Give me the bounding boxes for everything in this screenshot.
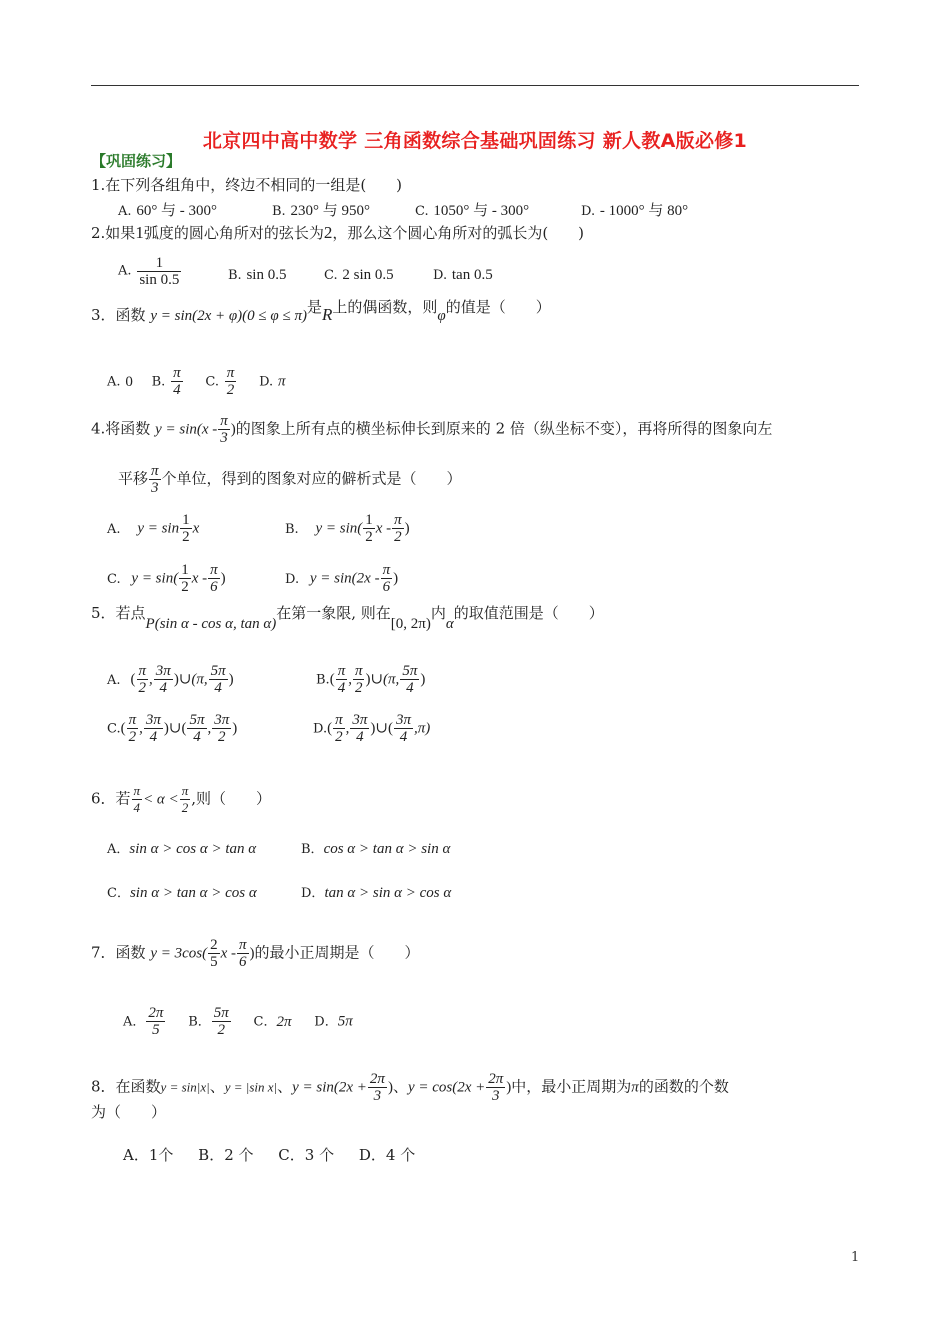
q2-option-c-wrap [324,264,394,286]
q8-option-b: B．2 个 [198,1146,254,1164]
q8-f3-frac [368,1071,387,1104]
q4-a-den: 2 [182,529,190,545]
q7-option-d: 5π [337,1013,353,1030]
q6-stem-a: 6．若 [91,789,131,808]
q7-den2: 6 [239,954,247,970]
q4-option-a-wrap [107,512,199,545]
document-title: 北京四中高中数学 三角函数综合基础巩固练习 新人教A版必修1 [202,130,748,152]
q6-mid: < α < [143,791,179,808]
q3-option-d: π [277,373,286,390]
q3-option-c [225,365,237,398]
q5-option-b-label: B. [316,672,330,688]
q4-stem-den: 3 [220,430,228,446]
q6-option-b-label: B． [301,842,324,857]
q5-d-f3-num: 3π [395,712,411,728]
q8-pi: π [631,1079,639,1096]
q7-option-a-label: A． [123,1014,146,1030]
q2-stem-c: ，那么这个圆心角所对的弧长为( ) [332,224,585,242]
q4-d-den: 6 [382,579,391,595]
q5-option-a-label: A. [107,672,121,688]
q5-stem-a: 5．若点 [91,604,146,622]
q2-stem-num2: 2 [323,223,333,242]
q4-b-mid: x - [375,520,392,537]
q8-sep3: 、 [392,1077,408,1096]
q3-option-d-label: D. [259,374,274,390]
q6-option-b-wrap [301,838,450,860]
q6-frac1 [132,783,143,816]
q5-b-f3 [400,663,419,696]
q5-stem [91,603,604,632]
q5-d-f1 [333,712,345,745]
q6-stem-b: ,则（ ） [191,789,271,808]
q6-num1: π [133,783,141,798]
q7-b-den: 2 [217,1022,225,1038]
q2-option-c-label: C. [324,268,338,283]
q2-stem [91,223,584,243]
q8-f4-pre: y = cos(2x + [407,1079,486,1096]
q5-option-b [316,663,425,696]
q5-a-f1-num: π [138,663,147,679]
q7-options [123,1005,353,1038]
q7-frac2 [237,937,249,970]
q3-options [107,365,285,398]
q5-a-pi-comma: (π, [191,671,208,688]
q6-stem [91,783,271,816]
q1-option-a: 60° 与 - 300° [136,203,218,219]
q6-option-c-wrap [107,882,257,904]
q5-c-close2: ) [232,720,238,737]
q5-option-c-label: C. [107,721,121,737]
q5-stem-d: 的取值范围是（ ） [453,604,604,622]
q3-option-b [171,365,183,398]
q4-stem2-a: 平移 [118,469,149,488]
q2-option-a [137,255,181,288]
q8-option-a: A．1个 [123,1146,174,1164]
q4-b-frac2 [392,512,404,545]
q5-b-f1 [336,663,348,696]
q2-option-b-label: B. [228,268,242,283]
q3-stem-a: 3．函数 [91,306,146,324]
q5-b-f3-num: 5π [402,663,418,679]
q4-stem-num: π [220,413,228,429]
q4-stem-a: 4.将函数 [91,419,151,438]
q5-c-f3 [187,712,206,745]
q2-option-b-wrap [228,264,286,286]
q5-a-f3-num: 5π [210,663,226,679]
q3-option-a-label: A. [107,374,121,390]
q3-stem-d: 的值是（ ） [445,298,551,316]
q5-d-f1-den: 2 [335,729,343,745]
q4-option-d-wrap [285,562,398,595]
q4-stem-b: 的图象上所有点的横坐标伸长到原来的 2 倍（纵坐标不变），再将所得的图象向左 [235,419,773,438]
q5-a-f3 [209,663,228,696]
q5-stem-alpha: α [445,616,454,632]
q1-option-c: 1050° 与 - 300° [433,203,530,219]
q5-c-comma1: , [139,720,143,737]
q4-option-a-label: A. [107,521,121,537]
q3-option-c-label: C. [205,374,219,390]
q1-stem: 1.在下列各组角中，终边不相同的一组是( ) [91,176,403,194]
q5-b-f1-num: π [337,663,346,679]
q1-options [118,200,217,222]
q5-a-close1: ) [173,671,179,688]
q2-option-d-wrap [433,264,493,286]
q8-option-c: C．3 个 [278,1146,335,1164]
q5-d-comma1: , [345,720,350,737]
q8-stem-a: 8．在函数 [91,1077,161,1096]
q8-f2: y = |sin x| [224,1079,278,1095]
q6-den2: 2 [181,800,189,815]
q4-stem2-frac [149,463,161,496]
q7-stem [91,937,420,970]
q5-c-f4-den: 2 [218,729,226,745]
q4-c-pre: y = sin( [131,570,179,587]
q5-d-comma-pi: ,π) [413,720,431,737]
q4-a-post: x [192,520,200,537]
q1-option-d-label: D. [581,204,596,219]
q5-option-c [107,712,237,745]
q5-b-f2-den: 2 [354,680,363,696]
q4-stem2-b: 个单位，得到的图象对应的僻析式是（ ） [161,469,462,488]
q1-option-b: 230° 与 950° [290,203,370,219]
q4-d-post: ) [393,570,399,587]
q4-b-pre: y = sin( [315,520,363,537]
q8-stem-line2: 为（ ） [91,1103,167,1121]
q2-a-den: sin 0.5 [139,272,180,288]
q1-option-c-label: C. [415,204,429,219]
q8-f4-den: 3 [492,1088,500,1104]
q3-stem-phi: φ [437,308,446,324]
q4-c-num1: 1 [181,562,189,578]
q4-stem2-num: π [151,463,159,479]
q5-a-union: ∪ [178,671,192,688]
q4-stem2-den: 3 [151,480,159,496]
q5-c-union: ∪ [168,720,182,737]
q8-f4-frac [486,1071,505,1104]
q5-c-f3-den: 4 [193,729,201,745]
q8-f3-den: 3 [373,1088,382,1104]
q8-f4-post: ) [506,1079,512,1096]
q7-a-num: 2π [148,1005,164,1021]
q5-c-f3-num: 5π [189,712,205,728]
q5-b-close1: ) [365,671,371,688]
q4-option-b-label: B. [285,521,299,537]
q5-d-f2-num: 3π [352,712,368,728]
q7-option-b [212,1005,231,1038]
q3-b-den: 4 [173,382,181,398]
q4-b-num2: π [394,512,402,528]
q3-option-a: 0 [125,373,133,390]
q5-stem-int: [0, 2π) [390,616,431,632]
q4-a-frac [180,512,192,545]
q7-stem-b: 的最小正周期是（ ） [254,943,420,962]
q3-stem-c: 上的偶函数，则 [332,298,438,316]
q7-den1: 5 [210,954,218,970]
q4-c-num2: π [210,562,218,578]
q5-c-f4-num: 3π [214,712,230,728]
q5-b-comma1: , [348,671,352,688]
q4-stem-expr2: ) [230,421,236,438]
q5-b-union: ∪ [370,671,384,688]
q5-option-d-label: D. [313,721,328,737]
q7-option-b-label: B． [188,1014,211,1030]
q8-sep2: 、 [277,1077,293,1096]
q4-d-frac [381,562,393,595]
q7-option-a [146,1005,165,1038]
q4-b-den1: 2 [365,529,373,545]
q5-c-comma2: , [207,720,212,737]
q4-stem [91,413,772,446]
q5-c-f1-den: 2 [128,729,137,745]
q1-option-b-wrap [272,200,370,222]
q7-b-num: 5π [213,1005,229,1021]
q8-f4-num: 2π [488,1071,504,1087]
q5-d-f3-den: 4 [399,729,408,745]
q5-c-f2 [144,712,163,745]
q2-option-d: tan 0.5 [451,267,493,283]
q3-c-den: 2 [226,382,235,398]
q5-a-f1-den: 2 [138,680,147,696]
q4-c-frac2 [208,562,220,595]
q7-num1: 2 [210,937,218,953]
q8-f3-post: ) [387,1079,393,1096]
q6-option-b: cos α > tan α > sin α [323,841,451,857]
q5-a-comma1: , [149,671,153,688]
q2-option-a-label: A. [118,263,132,279]
q1-option-a-label: A. [118,204,132,219]
q8-f1: y = sin|x| [160,1079,210,1095]
q4-option-c-wrap [107,562,226,595]
q3-stem-expr: y = sin(2x + φ)(0 ≤ φ ≤ π) [150,308,307,324]
q4-c-mid: x - [191,570,208,587]
q5-c-open1: ( [120,720,126,737]
q5-d-f1-num: π [335,712,343,728]
q6-option-c: sin α > tan α > cos α [129,885,257,901]
q5-d-union: ∪ [375,720,388,737]
q2-stem-num1: 1 [135,223,144,242]
q3-b-num: π [173,365,181,381]
q6-option-d-wrap [301,882,451,904]
q4-stem-frac [218,413,230,446]
q4-stem-line2 [118,463,462,496]
q2-stem-b: 弧度的圆心角所对的弦长为 [143,224,324,242]
q4-stem-expr1: y = sin(x - [155,421,218,438]
q4-option-d-label: D. [285,571,300,587]
q6-option-d: tan α > sin α > cos α [324,885,452,901]
q7-option-c-label: C． [253,1014,277,1030]
q8-sep1: 、 [209,1077,225,1096]
header-rule [91,85,859,86]
q7-num2: π [239,937,247,953]
q5-b-f2-num: π [354,663,363,679]
q4-d-num: π [382,562,391,578]
q8-stem-c: 的函数的个数 [638,1077,729,1096]
q5-b-f2 [353,663,365,696]
q5-a-f2-num: 3π [155,663,171,679]
q5-a-f3-den: 4 [214,680,222,696]
q5-d-open2: ( [387,720,393,737]
q4-b-frac1 [363,512,375,545]
q7-frac1 [208,937,220,970]
q6-num2: π [181,783,189,798]
q5-b-pi-comma: (π, [383,671,400,688]
q4-b-den2: 2 [394,529,402,545]
q8-f3-pre: y = sin(2x + [292,1079,367,1096]
q5-b-f3-den: 4 [406,680,414,696]
q5-a-f2 [154,663,173,696]
q1-option-b-label: B. [272,204,286,219]
q2-option-c: 2 sin 0.5 [342,267,394,283]
q2-option-b: sin 0.5 [246,267,287,283]
q8-options [123,1145,415,1165]
q8-f3-num: 2π [369,1071,385,1087]
q4-c-den1: 2 [181,579,189,595]
q5-a-f2-den: 4 [159,680,168,696]
q4-c-post: ) [220,570,226,587]
q5-a-f1 [137,663,149,696]
q5-b-open1: ( [329,671,335,688]
q5-c-close1: ) [163,720,169,737]
q2-a-num: 1 [155,255,164,271]
q3-c-num: π [226,365,235,381]
q1-option-c-wrap [415,200,529,222]
page-number: 1 [851,1250,860,1265]
q5-option-a [107,663,234,696]
q8-stem [91,1071,729,1104]
q5-option-d [313,712,430,745]
q3-stem [91,298,551,326]
q7-option-c: 2π [276,1013,292,1030]
q6-frac2 [180,783,191,816]
q5-stem-b: 在第一象限, 则在 [276,604,391,622]
q4-a-pre: y = sin [137,520,180,537]
q4-b-num1: 1 [365,512,373,528]
q4-d-pre: y = sin(2x - [309,570,380,587]
q5-a-close2: ) [228,671,234,688]
q4-option-c-label: C. [107,571,121,587]
q8-stem-b: 中，最小正周期为 [511,1077,632,1096]
q7-option-d-label: D． [314,1014,338,1030]
q5-b-close2: ) [420,671,426,688]
q6-den1: 4 [133,800,141,815]
q4-c-den2: 6 [210,579,218,595]
q7-mid: x - [220,945,237,962]
q6-option-a-wrap [107,838,256,860]
q6-option-a-label: A． [107,842,130,857]
q1-option-d: - 1000° 与 80° [599,203,689,219]
q2-stem-a: 2.如果 [91,224,136,242]
q7-a-den: 5 [152,1022,160,1038]
q5-b-f1-den: 4 [337,680,346,696]
q7-stem-a: 7．函数 [91,943,146,962]
q5-c-f2-den: 4 [149,729,158,745]
q5-c-f1-num: π [128,712,137,728]
q6-option-d-label: D． [301,886,325,901]
q7-pre: y = 3cos( [150,945,208,962]
q5-c-f2-num: 3π [145,712,161,728]
q3-stem-b: 是 [306,298,322,316]
q4-a-num: 1 [182,512,190,528]
q4-c-frac1 [179,562,191,595]
q2-option-d-label: D. [433,268,448,283]
q8-option-d: D．4 个 [358,1146,416,1164]
q6-option-a: sin α > cos α > tan α [129,841,257,857]
q1-option-d-wrap [581,200,688,222]
q5-d-f2-den: 4 [356,729,364,745]
q5-d-f2 [350,712,369,745]
q5-d-open1: ( [327,720,333,737]
q7-post: ) [249,945,255,962]
q5-c-open2: ( [181,720,187,737]
q5-d-close1: ) [370,720,376,737]
q5-stem-expr: P(sin α - cos α, tan α) [145,616,277,632]
q4-b-post: ) [404,520,410,537]
q5-c-f4 [212,712,231,745]
q5-c-f1 [127,712,139,745]
q6-option-c-label: C． [107,886,130,901]
q5-a-open1: ( [130,671,136,688]
q3-option-b-label: B. [151,374,166,390]
section-heading: 【巩固练习】 [91,152,182,170]
q5-d-f3 [394,712,413,745]
q5-stem-c: 内 [430,604,446,622]
q2-option-a-wrap [118,255,182,288]
q4-option-b-wrap [285,512,410,545]
q3-stem-r: R [321,305,333,324]
